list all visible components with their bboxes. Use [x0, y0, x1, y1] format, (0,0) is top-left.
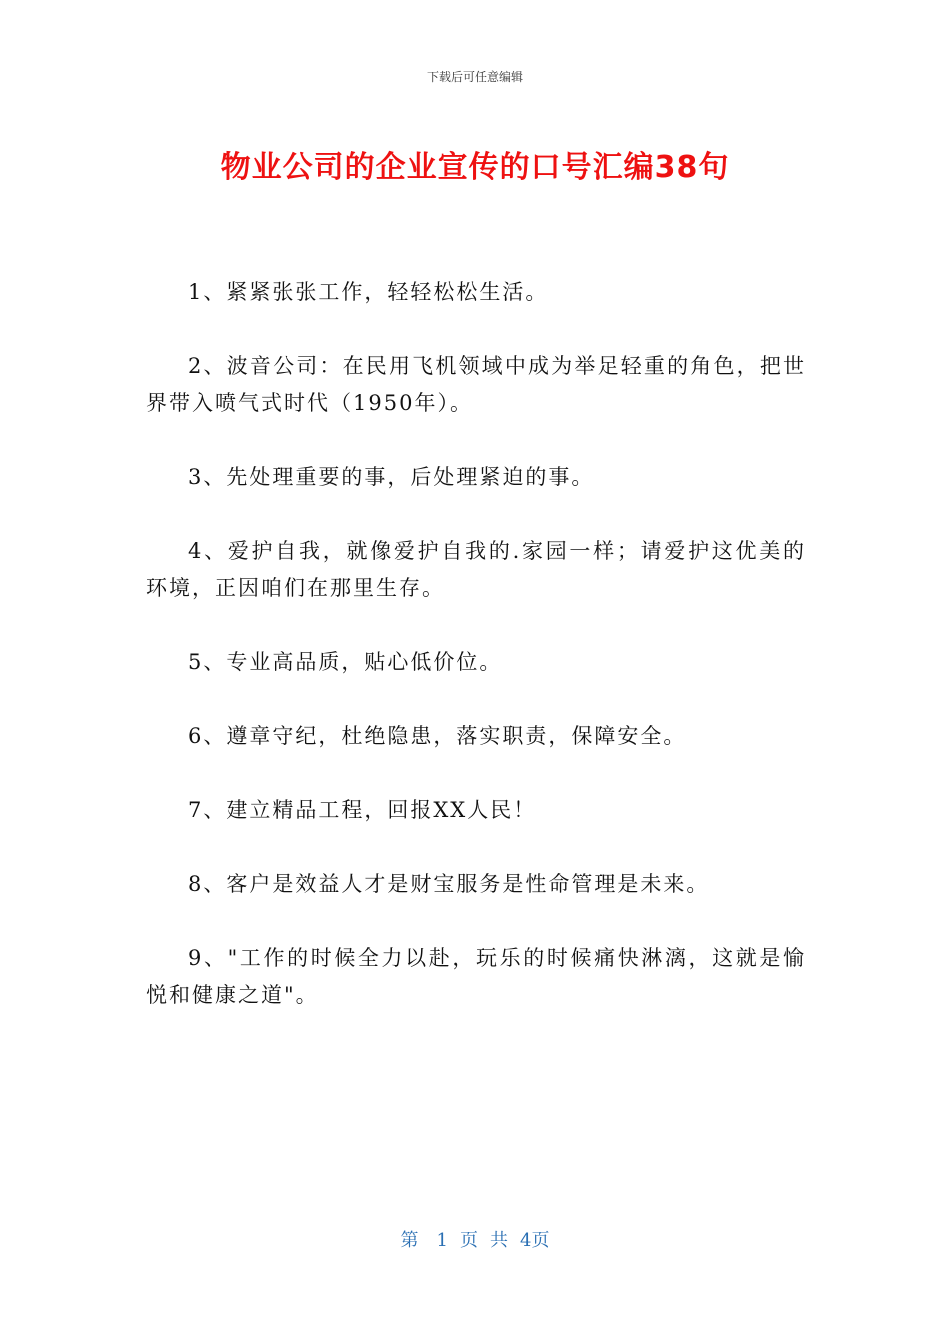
document-title: 物业公司的企业宣传的口号汇编38句: [220, 150, 730, 185]
footer-prefix: 第: [400, 1230, 419, 1251]
slogan-item-1: 1、紧紧张张工作，轻轻松松生活。: [188, 280, 549, 304]
slogan-item-7: 7、建立精品工程，回报XX人民！: [188, 798, 537, 822]
header-note: 下载后可任意编辑: [426, 70, 523, 84]
footer-page-word: 页: [460, 1230, 478, 1251]
document-body: [146, 274, 806, 1051]
footer-current-page: 1: [436, 1230, 448, 1251]
slogan-item-9: 9、"工作的时候全力以赴，玩乐的时候痛快淋漓，这就是愉悦和健康之道"。: [146, 946, 806, 1007]
slogan-item-2: 2、波音公司：在民用飞机领域中成为举足轻重的角色，把世界带入喷气式时代（1950年）。: [146, 354, 806, 415]
page-number-footer: [0, 1226, 950, 1252]
footer-total-word: 共: [490, 1230, 508, 1251]
slogan-item-8: 8、客户是效益人才是财宝服务是性命管理是未来。: [188, 872, 710, 896]
slogan-item-3: 3、先处理重要的事，后处理紧迫的事。: [188, 465, 595, 489]
slogan-item-5: 5、专业高品质，贴心低价位。: [188, 650, 503, 674]
slogan-item-6: 6、遵章守纪，杜绝隐患，落实职责，保障安全。: [188, 724, 687, 748]
slogan-item-4: 4、爱护自我，就像爱护自我的.家园一样；请爱护这优美的环境，正因咱们在那里生存。: [146, 539, 806, 600]
footer-total-pages: 4页: [520, 1230, 550, 1251]
